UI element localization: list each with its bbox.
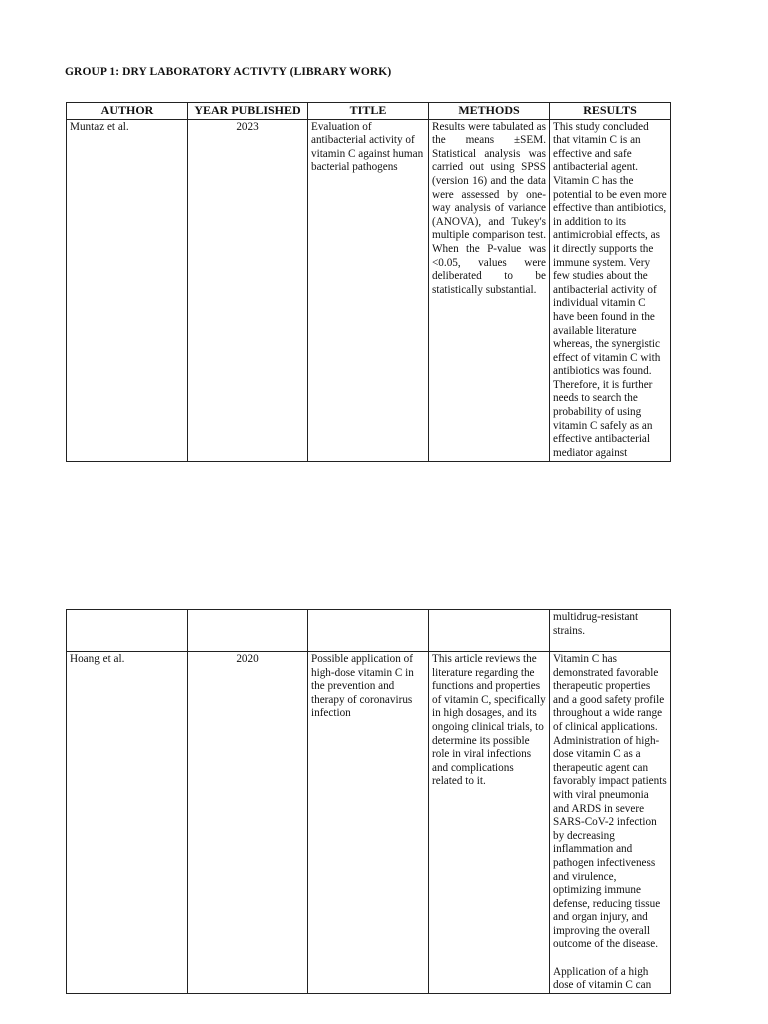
cell-year [188,610,308,652]
paragraph-gap [553,952,667,966]
literature-table-page-1 [66,102,671,462]
table-row [67,119,671,461]
results-paragraph: Application of a high dose of vitamin C can [553,965,652,992]
cell-methods: This article reviews the literature regarding the functions and properties of vitamin C, specifically in high dosages, and its ongoing clinical trials, to determine its possible role in viral infections and complications related to it. [429,652,550,994]
header-methods: METHODS [429,103,550,120]
literature-table-page-2 [66,609,671,994]
cell-results: This study concluded that vitamin C is an effective and safe antibacterial agent. Vitamin C has the potential to be even more effective than antibiotics, in addition to its antimicrobial effects, as it directly supports the immune system. Very few studies about the antibacterial activity of individual vitamin C have been found in the available literature whereas, the synergistic effect of vitamin C with antibiotics was found. Therefore, it is further needs to search the probability of using vitamin C safely as an effective antibacterial mediator against [550,119,671,461]
cell-author [67,610,188,652]
header-results: RESULTS [550,103,671,120]
cell-author: Muntaz et al. [67,119,188,461]
cell-methods: Results were tabulated as the means ±SEM. Statistical analysis was carried out using SPSS (version 16) and the data were assessed by one-way analysis of variance (ANOVA), and Tukey's multiple comparison test. When the P-value was <0.05, values were deliberated to be statistically substantial. [429,119,550,461]
cell-title: Evaluation of antibacterial activity of vitamin C against human bacterial pathogens [308,119,429,461]
table-header-row [67,103,671,120]
header-year-published: YEAR PUBLISHED [188,103,308,120]
cell-year: 2020 [188,652,308,994]
cell-results [550,652,671,994]
cell-title [308,610,429,652]
cell-title: Possible application of high-dose vitamin C in the prevention and therapy of coronavirus infection [308,652,429,994]
header-title: TITLE [308,103,429,120]
cell-results: multidrug-resistant strains. [550,610,671,652]
header-author: AUTHOR [67,103,188,120]
document-heading: GROUP 1: DRY LABORATORY ACTIVTY (LIBRARY WORK) [65,66,392,78]
table-row [67,610,671,652]
cell-year: 2023 [188,119,308,461]
cell-methods [429,610,550,652]
results-paragraph: Vitamin C has demonstrated favorable therapeutic properties and a good safety profile throughout a wide range of clinical applications. Administration of high-dose vitamin C as a therapeutic agent can favorably impact patients with viral pneumonia and ARDS in severe SARS-CoV-2 infection by decreasing inflammation and pathogen infectiveness and virulence, optimizing immune defense, reducing tissue and organ injury, and improving the overall outcome of the disease. [553,653,667,951]
cell-author: Hoang et al. [67,652,188,994]
table-row [67,652,671,994]
